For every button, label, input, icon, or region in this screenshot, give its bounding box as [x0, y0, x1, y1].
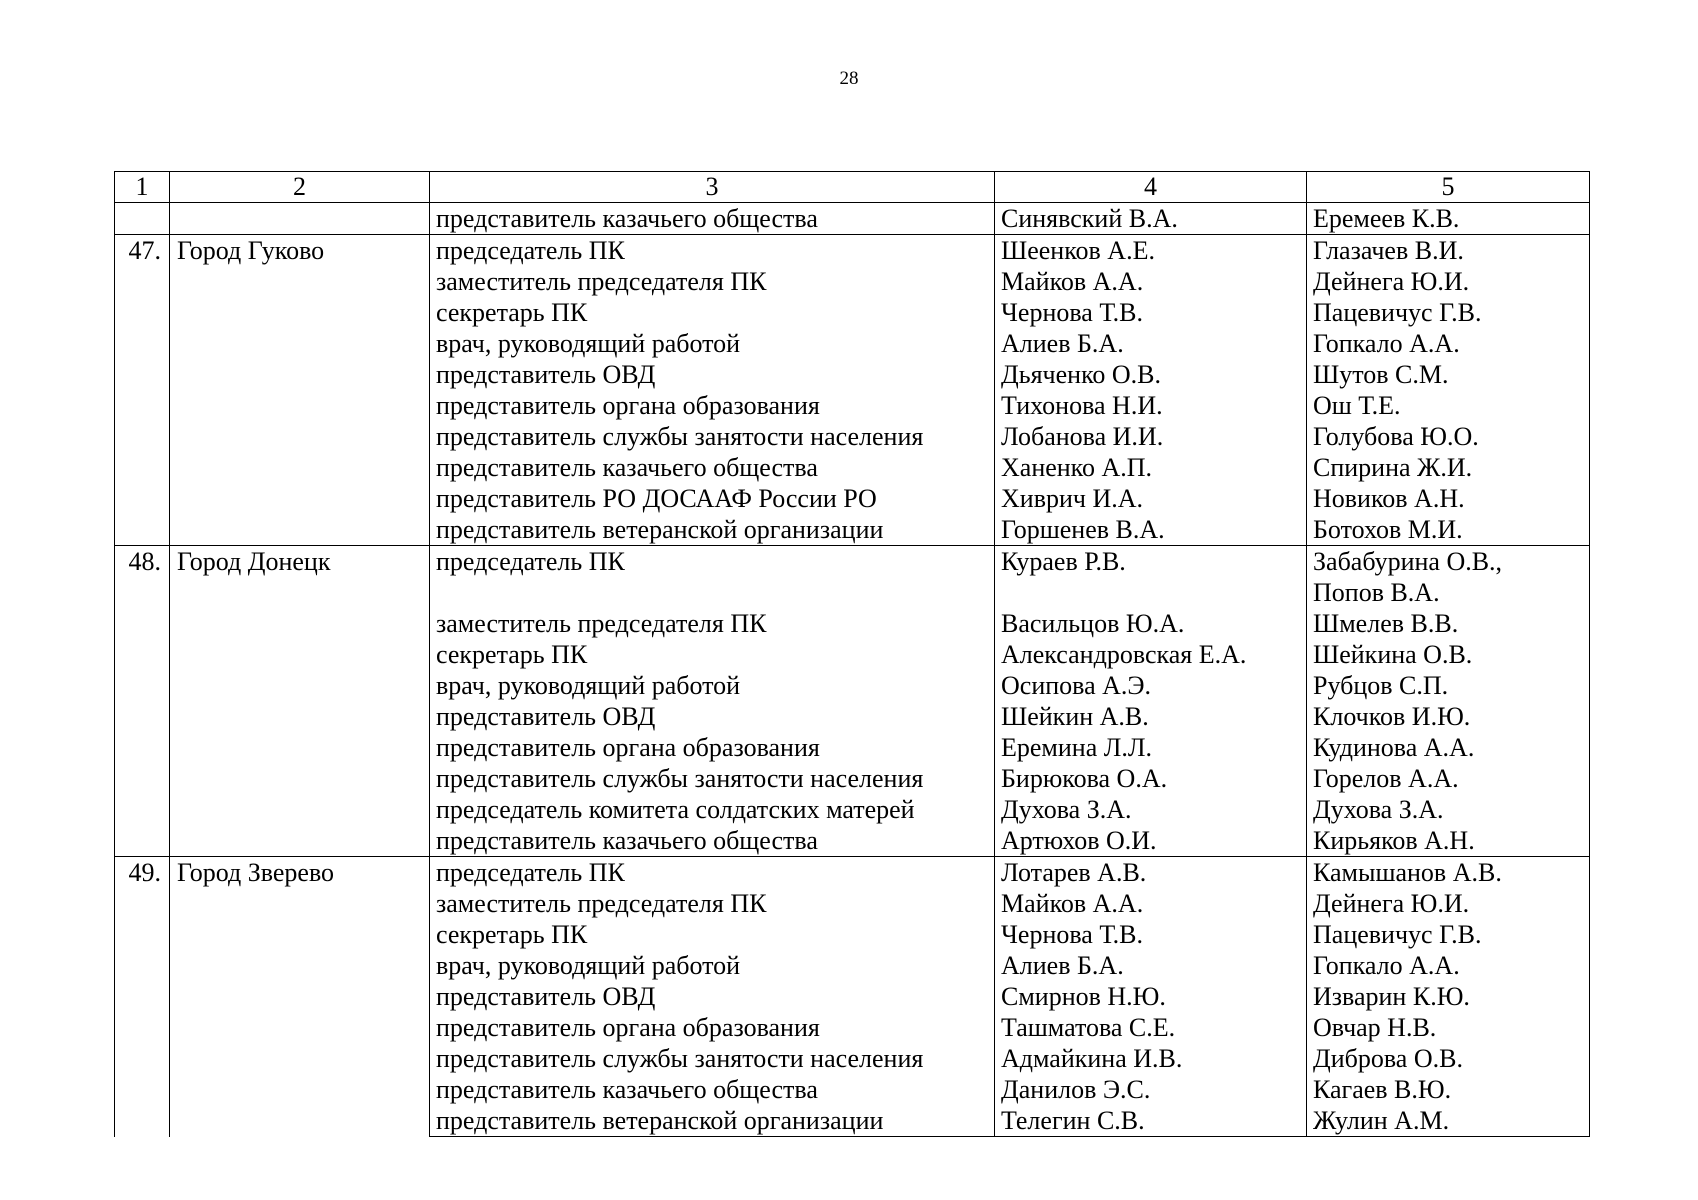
position-cell: представитель ветеранской организации — [430, 1105, 995, 1137]
member-cell: Адмайкина И.В. — [995, 1043, 1307, 1074]
reserve-cell: Диброва О.В. — [1307, 1043, 1590, 1074]
reserve-cell: Клочков И.Ю. — [1307, 701, 1590, 732]
reserve-cell: Рубцов С.П. — [1307, 670, 1590, 701]
reserve-cell: Шутов С.М. — [1307, 359, 1590, 390]
member-cell: Данилов Э.С. — [995, 1074, 1307, 1105]
reserve-cell: Шмелев В.В. — [1307, 608, 1590, 639]
reserve-cell: Ботохов М.И. — [1307, 514, 1590, 546]
member-cell: Бирюкова О.А. — [995, 763, 1307, 794]
member-cell: Осипова А.Э. — [995, 670, 1307, 701]
table-row — [115, 203, 1590, 235]
reserve-cell: Пацевичус Г.В. — [1307, 919, 1590, 950]
position-cell: представитель службы занятости населения — [430, 421, 995, 452]
position-cell: председатель ПК — [430, 857, 995, 889]
column-header-1: 1 — [115, 172, 170, 203]
reserve-cell: Шейкина О.В. — [1307, 639, 1590, 670]
position-cell: председатель ПК — [430, 546, 995, 578]
member-cell: Майков А.А. — [995, 888, 1307, 919]
position-cell: врач, руководящий работой — [430, 950, 995, 981]
reserve-cell: Попов В.А. — [1307, 577, 1590, 608]
position-cell: представитель органа образования — [430, 732, 995, 763]
municipality-name: Город Донецк — [170, 546, 430, 857]
table-row — [115, 857, 1590, 889]
member-cell: Алиев Б.А. — [995, 328, 1307, 359]
member-cell: Алиев Б.А. — [995, 950, 1307, 981]
position-cell: представитель казачьего общества — [430, 452, 995, 483]
member-cell: Ташматова С.Е. — [995, 1012, 1307, 1043]
member-cell: Смирнов Н.Ю. — [995, 981, 1307, 1012]
committee-table — [114, 171, 1590, 1137]
member-cell: Лобанова И.И. — [995, 421, 1307, 452]
position-cell: секретарь ПК — [430, 297, 995, 328]
reserve-cell: Кагаев В.Ю. — [1307, 1074, 1590, 1105]
row-number: 47. — [115, 235, 170, 546]
member-cell: Синявский В.А. — [995, 203, 1307, 235]
position-cell: заместитель председателя ПК — [430, 608, 995, 639]
reserve-cell: Горелов А.А. — [1307, 763, 1590, 794]
member-cell: Майков А.А. — [995, 266, 1307, 297]
reserve-cell: Новиков А.Н. — [1307, 483, 1590, 514]
position-cell: секретарь ПК — [430, 639, 995, 670]
member-cell: Духова З.А. — [995, 794, 1307, 825]
member-cell: Еремина Л.Л. — [995, 732, 1307, 763]
member-cell: Шейкин А.В. — [995, 701, 1307, 732]
position-cell: представитель органа образования — [430, 1012, 995, 1043]
position-cell: секретарь ПК — [430, 919, 995, 950]
member-cell: Телегин С.В. — [995, 1105, 1307, 1137]
municipality-block — [115, 857, 1590, 1137]
municipality-name: Город Гуково — [170, 235, 430, 546]
reserve-cell: Еремеев К.В. — [1307, 203, 1590, 235]
position-cell: представитель органа образования — [430, 390, 995, 421]
table-row — [115, 546, 1590, 578]
reserve-cell: Кирьяков А.Н. — [1307, 825, 1590, 857]
position-cell: врач, руководящий работой — [430, 670, 995, 701]
reserve-cell: Ош Т.Е. — [1307, 390, 1590, 421]
municipality-block — [115, 235, 1590, 546]
reserve-cell: Глазачев В.И. — [1307, 235, 1590, 267]
member-cell: Горшенев В.А. — [995, 514, 1307, 546]
reserve-cell: Камышанов А.В. — [1307, 857, 1590, 889]
position-cell: представитель службы занятости населения — [430, 763, 995, 794]
position-cell: председатель ПК — [430, 235, 995, 267]
reserve-cell: Спирина Ж.И. — [1307, 452, 1590, 483]
member-cell: Лотарев А.В. — [995, 857, 1307, 889]
position-cell: представитель РО ДОСААФ России РО — [430, 483, 995, 514]
reserve-cell: Жулин А.М. — [1307, 1105, 1590, 1137]
member-cell: Чернова Т.В. — [995, 919, 1307, 950]
row-number: 49. — [115, 857, 170, 1137]
municipality-name — [170, 203, 430, 235]
position-cell: представитель ОВД — [430, 981, 995, 1012]
reserve-cell: Голубова Ю.О. — [1307, 421, 1590, 452]
position-cell: представитель ОВД — [430, 359, 995, 390]
member-cell: Шеенков А.Е. — [995, 235, 1307, 267]
column-header-3: 3 — [430, 172, 995, 203]
member-cell: Александровская Е.А. — [995, 639, 1307, 670]
position-cell — [430, 577, 995, 608]
reserve-cell: Гопкало А.А. — [1307, 950, 1590, 981]
position-cell: представитель казачьего общества — [430, 1074, 995, 1105]
reserve-cell: Гопкало А.А. — [1307, 328, 1590, 359]
table-header-row — [115, 172, 1590, 203]
row-number — [115, 203, 170, 235]
member-cell: Хиврич И.А. — [995, 483, 1307, 514]
page-number: 28 — [839, 68, 859, 89]
reserve-cell: Кудинова А.А. — [1307, 732, 1590, 763]
position-cell: представитель ОВД — [430, 701, 995, 732]
position-cell: заместитель председателя ПК — [430, 266, 995, 297]
position-cell: врач, руководящий работой — [430, 328, 995, 359]
member-cell: Тихонова Н.И. — [995, 390, 1307, 421]
reserve-cell: Овчар Н.В. — [1307, 1012, 1590, 1043]
row-number: 48. — [115, 546, 170, 857]
member-cell: Дьяченко О.В. — [995, 359, 1307, 390]
position-cell: председатель комитета солдатских матерей — [430, 794, 995, 825]
reserve-cell: Дейнега Ю.И. — [1307, 266, 1590, 297]
position-cell: представитель ветеранской организации — [430, 514, 995, 546]
member-cell: Васильцов Ю.А. — [995, 608, 1307, 639]
member-cell: Артюхов О.И. — [995, 825, 1307, 857]
municipality-block — [115, 203, 1590, 235]
member-cell — [995, 577, 1307, 608]
reserve-cell: Забабурина О.В., — [1307, 546, 1590, 578]
position-cell: заместитель председателя ПК — [430, 888, 995, 919]
member-cell: Ханенко А.П. — [995, 452, 1307, 483]
reserve-cell: Духова З.А. — [1307, 794, 1590, 825]
member-cell: Кураев Р.В. — [995, 546, 1307, 578]
table-row — [115, 235, 1590, 267]
column-header-5: 5 — [1307, 172, 1590, 203]
position-cell: представитель службы занятости населения — [430, 1043, 995, 1074]
reserve-cell: Пацевичус Г.В. — [1307, 297, 1590, 328]
municipality-name: Город Зверево — [170, 857, 430, 1137]
column-header-4: 4 — [995, 172, 1307, 203]
position-cell: представитель казачьего общества — [430, 203, 995, 235]
column-header-2: 2 — [170, 172, 430, 203]
reserve-cell: Изварин К.Ю. — [1307, 981, 1590, 1012]
municipality-block — [115, 546, 1590, 857]
reserve-cell: Дейнега Ю.И. — [1307, 888, 1590, 919]
position-cell: представитель казачьего общества — [430, 825, 995, 857]
member-cell: Чернова Т.В. — [995, 297, 1307, 328]
